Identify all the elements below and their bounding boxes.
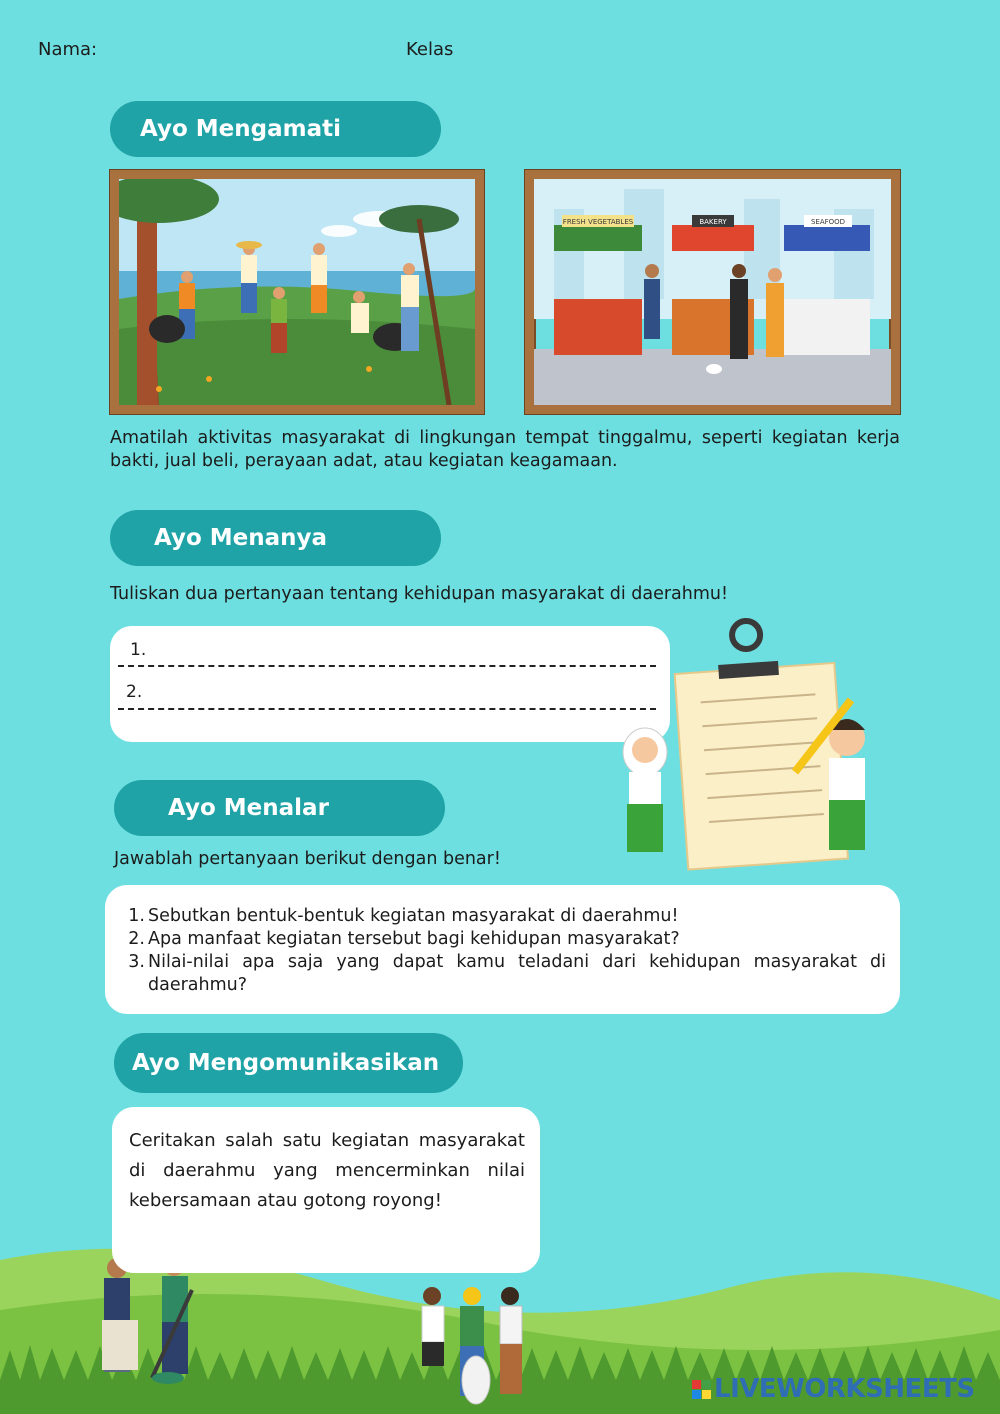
section-title-menanya <box>110 510 441 566</box>
question-line-1[interactable] <box>118 665 656 667</box>
question-text: Apa manfaat kegiatan tersebut bagi kehidupan masyarakat? <box>148 929 680 949</box>
section-title-text: Ayo Menanya <box>154 525 328 551</box>
question-number: 1. <box>128 906 145 926</box>
question-number: 3. <box>128 952 145 972</box>
section-title-mengomunikasikan <box>114 1033 463 1093</box>
question-line-2[interactable] <box>118 708 656 710</box>
question-text: Nilai-nilai apa saja yang dapat kamu teladani dari kehidupan masyarakat di daerahmu? <box>148 952 886 995</box>
question-number: 2. <box>128 929 145 949</box>
cleanup-illustration <box>110 170 484 414</box>
cleanup-scene <box>119 179 475 405</box>
liveworksheets-logo <box>692 1374 975 1404</box>
section-title-text: Ayo Mengomunikasikan <box>132 1050 440 1076</box>
section-title-text: Ayo Mengamati <box>140 116 341 142</box>
reason-instruction: Jawablah pertanyaan berikut dengan benar! <box>114 849 501 869</box>
question-line-1-number: 1. <box>130 640 147 660</box>
market-sign-vegetables: FRESH VEGETABLES <box>562 218 634 226</box>
cleanup-people-right-illustration <box>410 1284 540 1408</box>
market-sign-seafood: SEAFOOD <box>810 218 846 226</box>
brand-name: LIVEWORKSHEETS <box>714 1374 975 1404</box>
questions-box <box>105 885 900 1014</box>
market-illustration <box>525 170 900 414</box>
question-text: Sebutkan bentuk-bentuk kegiatan masyarakat di daerahmu! <box>148 906 679 926</box>
class-label: Kelas <box>406 39 454 60</box>
question-line-2-number: 2. <box>126 682 143 702</box>
observe-instruction: Amatilah aktivitas masyarakat di lingkungan tempat tinggalmu, seperti kegiatan kerja bakti, jual beli, perayaan adat, atau kegiatan keagamaan. <box>110 428 900 471</box>
list-item <box>128 905 886 928</box>
section-title-menalar <box>114 780 445 836</box>
clipboard-kids-illustration <box>615 612 915 874</box>
list-item <box>128 951 886 997</box>
market-scene <box>534 179 891 405</box>
story-box <box>112 1107 540 1273</box>
section-title-text: Ayo Menalar <box>168 795 329 821</box>
section-title-mengamati <box>110 101 441 157</box>
logo-icon <box>692 1380 711 1399</box>
ask-instruction: Tuliskan dua pertanyaan tentang kehidupan masyarakat di daerahmu! <box>110 584 729 604</box>
question-list <box>128 905 886 997</box>
communicate-instruction: Ceritakan salah satu kegiatan masyarakat di daerahmu yang mencerminkan nilai kebersamaan atau gotong royong! <box>129 1130 525 1211</box>
market-sign-bakery: BAKERY <box>699 218 727 226</box>
list-item <box>128 928 886 951</box>
question-writing-box <box>110 626 670 742</box>
name-label: Nama: <box>38 39 98 60</box>
